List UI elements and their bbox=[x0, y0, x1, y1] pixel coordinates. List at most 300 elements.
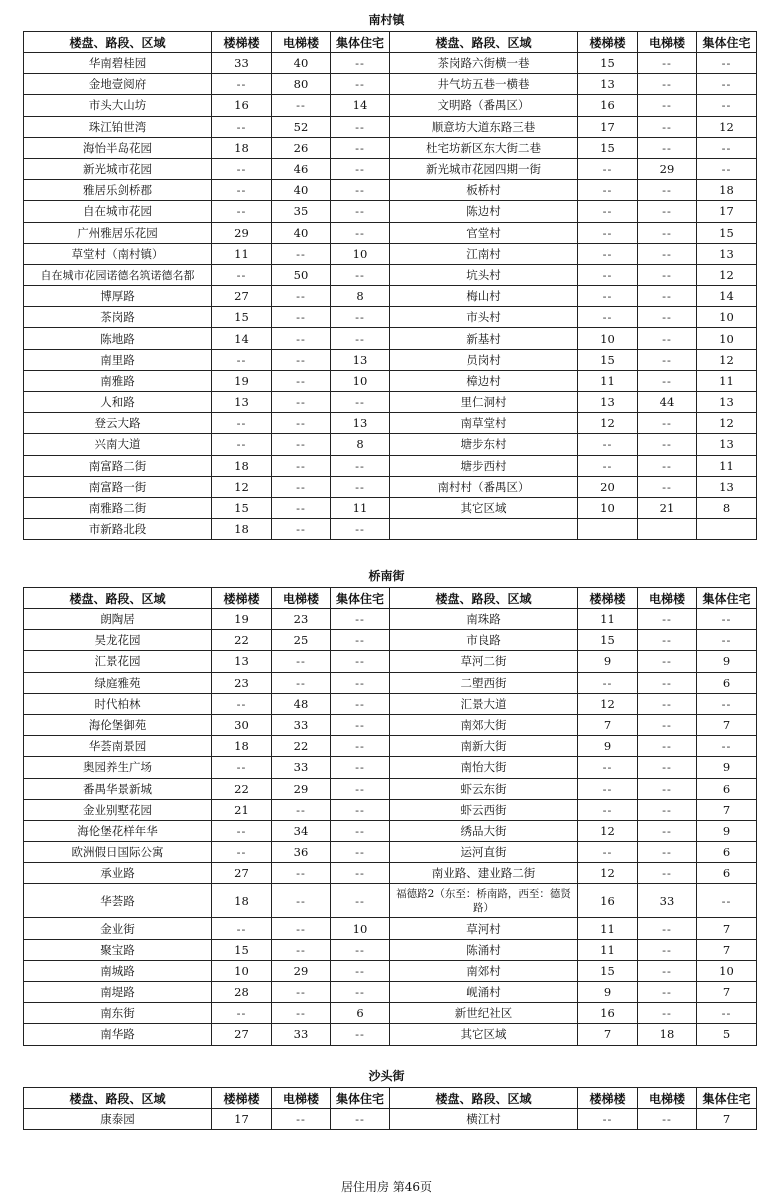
value-cell: -- bbox=[331, 672, 390, 693]
value-cell: -- bbox=[638, 651, 697, 672]
value-cell: 46 bbox=[272, 158, 331, 179]
value-cell: 5 bbox=[697, 1024, 757, 1045]
value-cell: -- bbox=[578, 455, 638, 476]
table-row bbox=[24, 53, 757, 74]
column-header: 楼盘、路段、区域 bbox=[24, 588, 212, 609]
value-cell: 7 bbox=[578, 714, 638, 735]
value-cell: -- bbox=[272, 95, 331, 116]
area-name-cell: 江南村 bbox=[390, 243, 578, 264]
value-cell: 33 bbox=[272, 714, 331, 735]
value-cell: 10 bbox=[331, 243, 390, 264]
value-cell: 17 bbox=[578, 116, 638, 137]
table-row bbox=[24, 609, 757, 630]
value-cell: 11 bbox=[578, 370, 638, 391]
table-row bbox=[24, 201, 757, 222]
value-cell: 6 bbox=[697, 672, 757, 693]
area-name-cell: 南怡大街 bbox=[390, 757, 578, 778]
column-header: 集体住宅 bbox=[697, 1088, 757, 1109]
table-header-row bbox=[24, 32, 757, 53]
value-cell: -- bbox=[578, 842, 638, 863]
value-cell: 15 bbox=[578, 137, 638, 158]
value-cell: 13 bbox=[697, 476, 757, 497]
value-cell: 15 bbox=[578, 630, 638, 651]
value-cell: -- bbox=[331, 1024, 390, 1045]
column-header: 电梯楼 bbox=[272, 32, 331, 53]
value-cell: 6 bbox=[697, 778, 757, 799]
value-cell: -- bbox=[638, 918, 697, 939]
value-cell: 12 bbox=[697, 116, 757, 137]
table-row bbox=[24, 960, 757, 981]
value-cell: 27 bbox=[212, 1024, 272, 1045]
value-cell: 15 bbox=[212, 307, 272, 328]
section-title-qiaonan: 桥南街 bbox=[368, 569, 405, 583]
value-cell: -- bbox=[212, 434, 272, 455]
value-cell: -- bbox=[697, 95, 757, 116]
value-cell: 16 bbox=[578, 884, 638, 918]
value-cell: -- bbox=[578, 307, 638, 328]
area-name-cell: 康泰园 bbox=[24, 1109, 212, 1130]
value-cell: -- bbox=[272, 455, 331, 476]
value-cell: -- bbox=[697, 53, 757, 74]
value-cell: -- bbox=[331, 693, 390, 714]
table-row bbox=[24, 413, 757, 434]
value-cell: -- bbox=[697, 609, 757, 630]
value-cell: 9 bbox=[578, 982, 638, 1003]
value-cell: -- bbox=[331, 476, 390, 497]
area-name-cell: 杜宅坊新区东大街二巷 bbox=[390, 137, 578, 158]
value-cell: -- bbox=[697, 1003, 757, 1024]
area-name-cell: 坑头村 bbox=[390, 264, 578, 285]
value-cell: 29 bbox=[638, 158, 697, 179]
area-name-cell: 朗陶居 bbox=[24, 609, 212, 630]
area-name-cell: 草河二街 bbox=[390, 651, 578, 672]
value-cell: -- bbox=[638, 53, 697, 74]
area-name-cell: 南富路二街 bbox=[24, 455, 212, 476]
value-cell: 14 bbox=[212, 328, 272, 349]
value-cell: 40 bbox=[272, 222, 331, 243]
area-name-cell: 市头村 bbox=[390, 307, 578, 328]
value-cell: -- bbox=[578, 778, 638, 799]
area-name-cell: 海伦堡御苑 bbox=[24, 714, 212, 735]
value-cell: 30 bbox=[212, 714, 272, 735]
column-header: 楼梯楼 bbox=[212, 588, 272, 609]
value-cell: -- bbox=[638, 434, 697, 455]
value-cell: 13 bbox=[578, 392, 638, 413]
value-cell: -- bbox=[331, 392, 390, 413]
column-header: 楼盘、路段、区域 bbox=[390, 588, 578, 609]
area-name-cell: 塘步西村 bbox=[390, 455, 578, 476]
value-cell: 18 bbox=[638, 1024, 697, 1045]
value-cell: 9 bbox=[578, 736, 638, 757]
value-cell: -- bbox=[331, 884, 390, 918]
value-cell: -- bbox=[331, 264, 390, 285]
value-cell: -- bbox=[272, 799, 331, 820]
column-header: 电梯楼 bbox=[272, 588, 331, 609]
table-row bbox=[24, 799, 757, 820]
value-cell: -- bbox=[331, 778, 390, 799]
area-name-cell: 新光城市花园四期一街 bbox=[390, 158, 578, 179]
value-cell: 11 bbox=[697, 370, 757, 391]
value-cell: -- bbox=[697, 693, 757, 714]
column-header: 楼盘、路段、区域 bbox=[390, 1088, 578, 1109]
value-cell: 7 bbox=[697, 939, 757, 960]
value-cell: -- bbox=[697, 74, 757, 95]
value-cell: 13 bbox=[331, 349, 390, 370]
value-cell: -- bbox=[638, 672, 697, 693]
table-qiaonan bbox=[23, 587, 757, 1046]
column-header: 楼梯楼 bbox=[578, 588, 638, 609]
value-cell: -- bbox=[638, 328, 697, 349]
table-row bbox=[24, 137, 757, 158]
value-cell: -- bbox=[212, 201, 272, 222]
area-name-cell: 南雅路 bbox=[24, 370, 212, 391]
table-row bbox=[24, 672, 757, 693]
value-cell: 12 bbox=[578, 820, 638, 841]
value-cell: 35 bbox=[272, 201, 331, 222]
area-name-cell: 市良路 bbox=[390, 630, 578, 651]
column-header: 集体住宅 bbox=[697, 32, 757, 53]
value-cell: -- bbox=[638, 370, 697, 391]
value-cell: 50 bbox=[272, 264, 331, 285]
area-name-cell: 海怡半岛花园 bbox=[24, 137, 212, 158]
value-cell: -- bbox=[638, 116, 697, 137]
value-cell: -- bbox=[272, 328, 331, 349]
value-cell: -- bbox=[331, 982, 390, 1003]
value-cell: -- bbox=[272, 307, 331, 328]
table-nancun bbox=[23, 31, 757, 540]
value-cell: -- bbox=[578, 434, 638, 455]
table-row bbox=[24, 736, 757, 757]
table-row bbox=[24, 939, 757, 960]
value-cell: -- bbox=[272, 1003, 331, 1024]
area-name-cell: 珠江铂世湾 bbox=[24, 116, 212, 137]
value-cell: -- bbox=[272, 918, 331, 939]
table-row bbox=[24, 392, 757, 413]
table-row bbox=[24, 222, 757, 243]
column-header: 集体住宅 bbox=[697, 588, 757, 609]
value-cell: -- bbox=[272, 413, 331, 434]
value-cell: 12 bbox=[697, 349, 757, 370]
value-cell: 23 bbox=[212, 672, 272, 693]
value-cell: -- bbox=[638, 609, 697, 630]
value-cell: 8 bbox=[331, 286, 390, 307]
column-header: 集体住宅 bbox=[331, 32, 390, 53]
value-cell: 40 bbox=[272, 180, 331, 201]
value-cell: 15 bbox=[578, 960, 638, 981]
value-cell: 13 bbox=[697, 243, 757, 264]
area-name-cell: 登云大路 bbox=[24, 413, 212, 434]
table-row bbox=[24, 158, 757, 179]
value-cell: -- bbox=[578, 286, 638, 307]
value-cell: -- bbox=[638, 286, 697, 307]
value-cell: 13 bbox=[697, 392, 757, 413]
value-cell: -- bbox=[331, 158, 390, 179]
table-row bbox=[24, 884, 757, 918]
table-row bbox=[24, 1024, 757, 1045]
table-row bbox=[24, 434, 757, 455]
value-cell: 29 bbox=[272, 778, 331, 799]
value-cell: -- bbox=[331, 651, 390, 672]
value-cell: -- bbox=[638, 476, 697, 497]
value-cell: -- bbox=[638, 863, 697, 884]
value-cell: -- bbox=[638, 264, 697, 285]
value-cell: -- bbox=[578, 201, 638, 222]
value-cell: 26 bbox=[272, 137, 331, 158]
area-name-cell: 其它区域 bbox=[390, 497, 578, 518]
area-name-cell: 新世纪社区 bbox=[390, 1003, 578, 1024]
value-cell: 7 bbox=[697, 1109, 757, 1130]
area-name-cell: 聚宝路 bbox=[24, 939, 212, 960]
value-cell: -- bbox=[697, 884, 757, 918]
value-cell: -- bbox=[212, 1003, 272, 1024]
area-name-cell: 樟边村 bbox=[390, 370, 578, 391]
area-name-cell: 南雅路二街 bbox=[24, 497, 212, 518]
value-cell: 9 bbox=[578, 651, 638, 672]
column-header: 楼盘、路段、区域 bbox=[390, 32, 578, 53]
value-cell: -- bbox=[331, 799, 390, 820]
value-cell: -- bbox=[578, 243, 638, 264]
value-cell: -- bbox=[638, 307, 697, 328]
value-cell: 34 bbox=[272, 820, 331, 841]
value-cell: -- bbox=[578, 158, 638, 179]
value-cell: 52 bbox=[272, 116, 331, 137]
area-name-cell: 岘涌村 bbox=[390, 982, 578, 1003]
value-cell: 10 bbox=[331, 918, 390, 939]
value-cell: 36 bbox=[272, 842, 331, 863]
area-name-cell: 南村村（番禺区） bbox=[390, 476, 578, 497]
value-cell: -- bbox=[331, 222, 390, 243]
value-cell: 11 bbox=[578, 918, 638, 939]
value-cell: -- bbox=[638, 180, 697, 201]
value-cell: 14 bbox=[697, 286, 757, 307]
value-cell: 10 bbox=[578, 497, 638, 518]
table-row bbox=[24, 476, 757, 497]
area-name-cell: 南业路、建业路二街 bbox=[390, 863, 578, 884]
table-row bbox=[24, 116, 757, 137]
value-cell: 23 bbox=[272, 609, 331, 630]
area-name-cell: 博厚路 bbox=[24, 286, 212, 307]
value-cell: 10 bbox=[212, 960, 272, 981]
value-cell: 12 bbox=[212, 476, 272, 497]
value-cell: 28 bbox=[212, 982, 272, 1003]
value-cell: 13 bbox=[212, 651, 272, 672]
area-name-cell: 兴南大道 bbox=[24, 434, 212, 455]
value-cell: 6 bbox=[331, 1003, 390, 1024]
column-header: 楼梯楼 bbox=[578, 1088, 638, 1109]
value-cell: 10 bbox=[697, 960, 757, 981]
area-name-cell: 番禺华景新城 bbox=[24, 778, 212, 799]
value-cell: -- bbox=[331, 53, 390, 74]
value-cell: -- bbox=[272, 392, 331, 413]
value-cell: -- bbox=[638, 201, 697, 222]
value-cell: 11 bbox=[212, 243, 272, 264]
value-cell: -- bbox=[331, 939, 390, 960]
value-cell: 19 bbox=[212, 609, 272, 630]
area-name-cell: 南郊村 bbox=[390, 960, 578, 981]
column-header: 楼梯楼 bbox=[578, 32, 638, 53]
table-row bbox=[24, 243, 757, 264]
value-cell: 10 bbox=[578, 328, 638, 349]
area-name-cell: 井气坊五巷一横巷 bbox=[390, 74, 578, 95]
value-cell: -- bbox=[331, 1109, 390, 1130]
value-cell: -- bbox=[638, 1109, 697, 1130]
table-row bbox=[24, 180, 757, 201]
value-cell: -- bbox=[272, 243, 331, 264]
value-cell: 16 bbox=[578, 95, 638, 116]
value-cell: 7 bbox=[697, 918, 757, 939]
column-header: 楼梯楼 bbox=[212, 1088, 272, 1109]
value-cell: 7 bbox=[697, 714, 757, 735]
value-cell: 17 bbox=[212, 1109, 272, 1130]
value-cell: -- bbox=[331, 116, 390, 137]
column-header: 集体住宅 bbox=[331, 588, 390, 609]
area-name-cell: 二塱西街 bbox=[390, 672, 578, 693]
value-cell: 27 bbox=[212, 863, 272, 884]
value-cell: -- bbox=[331, 455, 390, 476]
value-cell: -- bbox=[272, 349, 331, 370]
value-cell: -- bbox=[272, 370, 331, 391]
area-name-cell: 南里路 bbox=[24, 349, 212, 370]
value-cell: -- bbox=[638, 243, 697, 264]
value-cell: -- bbox=[212, 349, 272, 370]
value-cell: -- bbox=[331, 714, 390, 735]
value-cell: 18 bbox=[212, 137, 272, 158]
value-cell bbox=[638, 519, 697, 540]
area-name-cell: 南富路一街 bbox=[24, 476, 212, 497]
value-cell: -- bbox=[331, 519, 390, 540]
area-name-cell: 南珠路 bbox=[390, 609, 578, 630]
value-cell: -- bbox=[638, 982, 697, 1003]
value-cell: -- bbox=[638, 95, 697, 116]
value-cell: -- bbox=[638, 778, 697, 799]
value-cell: 13 bbox=[212, 392, 272, 413]
column-header: 电梯楼 bbox=[638, 588, 697, 609]
table-row bbox=[24, 820, 757, 841]
table-row bbox=[24, 95, 757, 116]
value-cell: 19 bbox=[212, 370, 272, 391]
area-name-cell: 南新大街 bbox=[390, 736, 578, 757]
table-header-row bbox=[24, 1088, 757, 1109]
value-cell: 18 bbox=[212, 519, 272, 540]
value-cell: 10 bbox=[697, 328, 757, 349]
value-cell: 16 bbox=[578, 1003, 638, 1024]
table-header-row bbox=[24, 588, 757, 609]
value-cell: 29 bbox=[212, 222, 272, 243]
table-row bbox=[24, 455, 757, 476]
value-cell: 22 bbox=[272, 736, 331, 757]
section-title-nancun: 南村镇 bbox=[368, 13, 405, 27]
value-cell: 12 bbox=[578, 693, 638, 714]
area-name-cell: 员岗村 bbox=[390, 349, 578, 370]
value-cell: -- bbox=[272, 651, 331, 672]
area-name-cell: 其它区域 bbox=[390, 1024, 578, 1045]
value-cell: -- bbox=[212, 820, 272, 841]
value-cell: 6 bbox=[697, 842, 757, 863]
area-name-cell: 广州雅居乐花园 bbox=[24, 222, 212, 243]
value-cell: 9 bbox=[697, 757, 757, 778]
column-header: 楼盘、路段、区域 bbox=[24, 1088, 212, 1109]
value-cell: -- bbox=[638, 960, 697, 981]
value-cell: -- bbox=[212, 74, 272, 95]
value-cell: 22 bbox=[212, 778, 272, 799]
value-cell: 7 bbox=[578, 1024, 638, 1045]
value-cell: -- bbox=[331, 820, 390, 841]
value-cell: 15 bbox=[212, 939, 272, 960]
area-name-cell: 陈涌村 bbox=[390, 939, 578, 960]
value-cell: -- bbox=[212, 264, 272, 285]
table-row bbox=[24, 349, 757, 370]
value-cell: 33 bbox=[272, 757, 331, 778]
section-title-shatou: 沙头街 bbox=[368, 1069, 405, 1083]
value-cell: -- bbox=[638, 630, 697, 651]
value-cell: 15 bbox=[212, 497, 272, 518]
value-cell: -- bbox=[578, 799, 638, 820]
area-name-cell: 文明路（番禺区） bbox=[390, 95, 578, 116]
value-cell: 12 bbox=[578, 863, 638, 884]
value-cell: -- bbox=[638, 820, 697, 841]
value-cell: -- bbox=[638, 1003, 697, 1024]
value-cell: -- bbox=[331, 842, 390, 863]
value-cell: -- bbox=[578, 222, 638, 243]
page-footer: 居住用房 第46页 bbox=[340, 1180, 433, 1194]
area-name-cell: 梅山村 bbox=[390, 286, 578, 307]
table-row bbox=[24, 370, 757, 391]
table-row bbox=[24, 918, 757, 939]
area-name-cell bbox=[390, 519, 578, 540]
value-cell: -- bbox=[638, 413, 697, 434]
area-name-cell: 绣品大街 bbox=[390, 820, 578, 841]
table-row bbox=[24, 863, 757, 884]
area-name-cell: 板桥村 bbox=[390, 180, 578, 201]
value-cell: -- bbox=[638, 693, 697, 714]
value-cell: 17 bbox=[697, 201, 757, 222]
value-cell: 16 bbox=[212, 95, 272, 116]
value-cell: 33 bbox=[638, 884, 697, 918]
value-cell: 18 bbox=[212, 884, 272, 918]
value-cell: -- bbox=[697, 137, 757, 158]
table-row bbox=[24, 757, 757, 778]
value-cell: 13 bbox=[578, 74, 638, 95]
value-cell: -- bbox=[638, 222, 697, 243]
value-cell: -- bbox=[638, 714, 697, 735]
area-name-cell: 昊龙花园 bbox=[24, 630, 212, 651]
table-row bbox=[24, 630, 757, 651]
value-cell: -- bbox=[331, 863, 390, 884]
value-cell: -- bbox=[331, 328, 390, 349]
area-name-cell: 塘步东村 bbox=[390, 434, 578, 455]
value-cell: 13 bbox=[331, 413, 390, 434]
value-cell: 7 bbox=[697, 799, 757, 820]
value-cell: 8 bbox=[331, 434, 390, 455]
column-header: 电梯楼 bbox=[638, 1088, 697, 1109]
area-name-cell: 时代柏林 bbox=[24, 693, 212, 714]
value-cell: -- bbox=[331, 180, 390, 201]
area-name-cell: 南堤路 bbox=[24, 982, 212, 1003]
area-name-cell: 新基村 bbox=[390, 328, 578, 349]
value-cell: -- bbox=[272, 286, 331, 307]
table-row bbox=[24, 693, 757, 714]
value-cell: -- bbox=[272, 863, 331, 884]
area-name-cell: 虾云西街 bbox=[390, 799, 578, 820]
value-cell: 18 bbox=[212, 455, 272, 476]
table-row bbox=[24, 264, 757, 285]
value-cell: 25 bbox=[272, 630, 331, 651]
value-cell: 15 bbox=[697, 222, 757, 243]
area-name-cell: 承业路 bbox=[24, 863, 212, 884]
value-cell: -- bbox=[212, 693, 272, 714]
table-row bbox=[24, 651, 757, 672]
area-name-cell: 陈地路 bbox=[24, 328, 212, 349]
